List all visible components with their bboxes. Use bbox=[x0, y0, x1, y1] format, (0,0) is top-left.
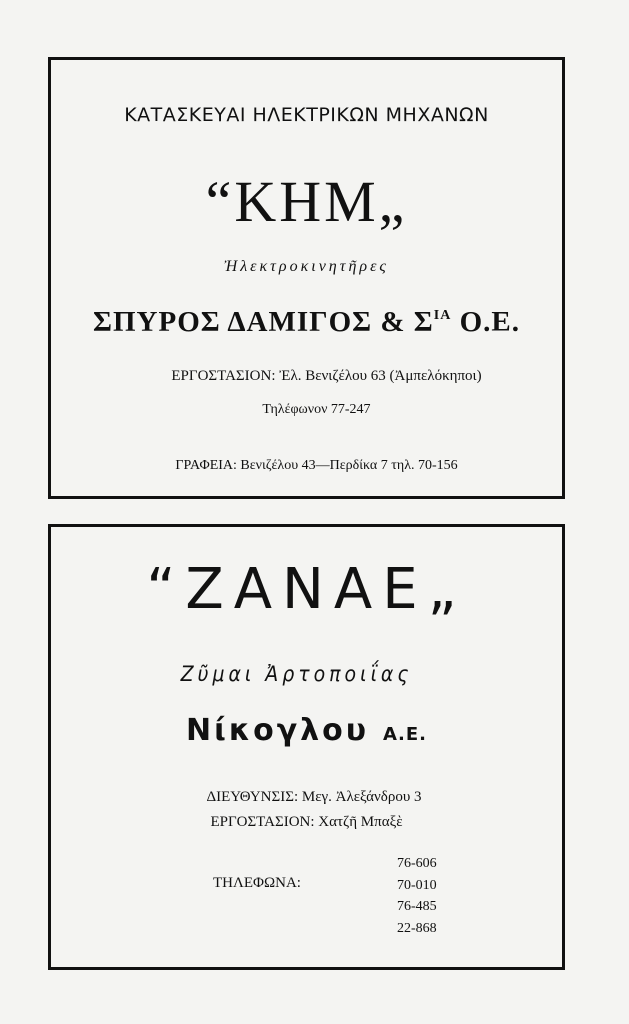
tagline: ΚΑΤΑΣΚΕΥΑΙ ΗΛΕΚΤΡΙΚΩΝ ΜΗΧΑΝΩΝ bbox=[124, 104, 489, 126]
factory-address: ΕΡΓΟΣΤΑΣΙΟΝ: Χατζῆ Μπαξὲ bbox=[210, 814, 403, 830]
phone: Τηλέφωνον 77-247 bbox=[262, 402, 371, 417]
offices-address: ΓΡΑΦΕΙΑ: Βενιζέλου 43—Περδίκα 7 τηλ. 70-156 bbox=[175, 458, 458, 473]
phones-label: ΤΗΛΕΦΩΝΑ: bbox=[213, 875, 301, 891]
company-name-text: Νίκογλου bbox=[186, 713, 370, 748]
phone-number: 22-868 bbox=[397, 920, 437, 936]
phone-number: 76-606 bbox=[397, 856, 437, 871]
company-name bbox=[51, 713, 562, 748]
address: ΔΙΕΥΘΥΝΣΙΣ: Μεγ. Ἀλεξάνδρου 3 bbox=[206, 789, 422, 805]
product-subtitle: Ἠλεκτροκινητῆρες bbox=[224, 258, 389, 275]
company-name-text: ΣΠΥΡΟΣ ΔΑΜΙΓΟΣ & Σ bbox=[93, 306, 434, 338]
company-superscript: ΙΑ bbox=[433, 308, 452, 323]
product-subtitle: Ζῦμαι Ἀρτοποιΐας bbox=[180, 662, 413, 686]
factory-address: ΕΡΓΟΣΤΑΣΙΟΝ: Ἐλ. Βενιζέλου 63 (Ἀμπελόκηποι) bbox=[171, 368, 482, 384]
company-suffix: Α.Ε. bbox=[383, 724, 427, 745]
advertisement-kim bbox=[48, 57, 565, 499]
company-name bbox=[51, 306, 562, 339]
company-suffix: Ο.Ε. bbox=[451, 306, 520, 338]
phone-list bbox=[397, 853, 437, 939]
brand-name: “ΖΑΝΑΕ„ bbox=[146, 557, 467, 622]
phone-number: 70-010 bbox=[397, 877, 437, 893]
advertisement-zanae bbox=[48, 524, 565, 970]
phone-number: 76-485 bbox=[397, 899, 437, 914]
brand-name: “ΚΗΜ„ bbox=[205, 169, 408, 234]
